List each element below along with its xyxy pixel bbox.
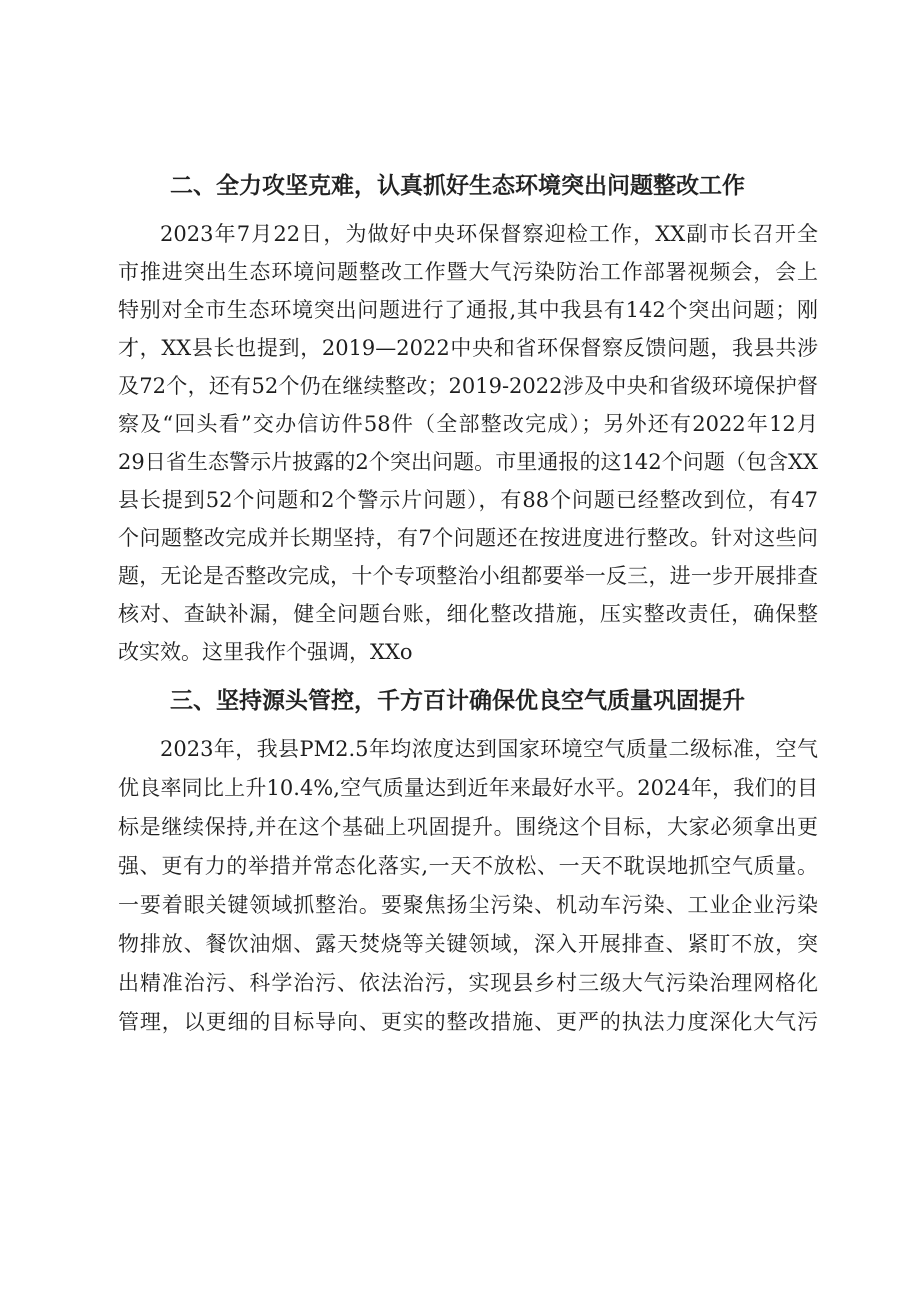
paragraph-line: 核对、查缺补漏，健全问题台账，细化整改措施，压实整改责任，确保整 (118, 602, 818, 626)
paragraph-line: 县长提到52个问题和2个警示片问题），有88个问题已经整改到位，有47 (118, 488, 818, 512)
paragraph-line: 出精准治污、科学治污、依法治污，实现县乡村三级大气污染治理网格化 (118, 971, 818, 995)
paragraph-line: 改实效。这里我作个强调，XXo (118, 640, 413, 664)
paragraph-line: 题，无论是否整改完成，十个专项整治小组都要举一反三，进一步开展排查 (118, 564, 818, 588)
paragraph-line: 优良率同比上升10.4%,空气质量达到近年来最好水平。2024年，我们的目 (118, 776, 818, 800)
paragraph-line: 特别对全市生态环境突出问题进行了通报,其中我县有142个突出问题；刚 (118, 298, 818, 322)
paragraph-line: 才，XX县长也提到，2019—2022中央和省环保督察反馈问题，我县共涉 (118, 336, 818, 360)
section-3-heading: 三、坚持源头管控，千方百计确保优良空气质量巩固提升 (170, 688, 745, 714)
paragraph-line: 管理，以更细的目标导向、更实的整改措施、更严的执法力度深化大气污 (118, 1010, 818, 1034)
paragraph-line: 标是继续保持,并在这个基础上巩固提升。围绕这个目标，大家必须拿出更 (118, 815, 818, 839)
paragraph-line: 29日省生态警示片披露的2个突出问题。市里通报的这142个问题（包含XX (118, 450, 818, 474)
paragraph-line: 个问题整改完成并长期坚持，有7个问题还在按进度进行整改。针对这些问 (118, 526, 818, 550)
paragraph-line: 物排放、餐饮油烟、露天焚烧等关键领域，深入开展排查、紧盯不放，突 (118, 932, 818, 956)
section-2-heading: 二、全力攻坚克难，认真抓好生态环境突出问题整改工作 (170, 173, 745, 199)
paragraph-line: 察及“回头看”交办信访件58件（全部整改完成）；另外还有2022年12月 (118, 412, 818, 436)
paragraph-line: 及72个，还有52个仍在继续整改；2019-2022涉及中央和省级环境保护督 (118, 374, 818, 398)
paragraph-line: 2023年，我县PM2.5年均浓度达到国家环境空气质量二级标准，空气 (160, 737, 818, 761)
paragraph-line: 强、更有力的举措并常态化落实,一天不放松、一天不耽误地抓空气质量。 (118, 854, 818, 878)
paragraph-line: 市推进突出生态环境问题整改工作暨大气污染防治工作部署视频会，会上 (118, 260, 818, 284)
paragraph-line: 2023年7月22日，为做好中央环保督察迎检工作，XX副市长召开全 (160, 222, 818, 246)
paragraph-line: 一要着眼关键领域抓整治。要聚焦扬尘污染、机动车污染、工业企业污染 (118, 893, 818, 917)
